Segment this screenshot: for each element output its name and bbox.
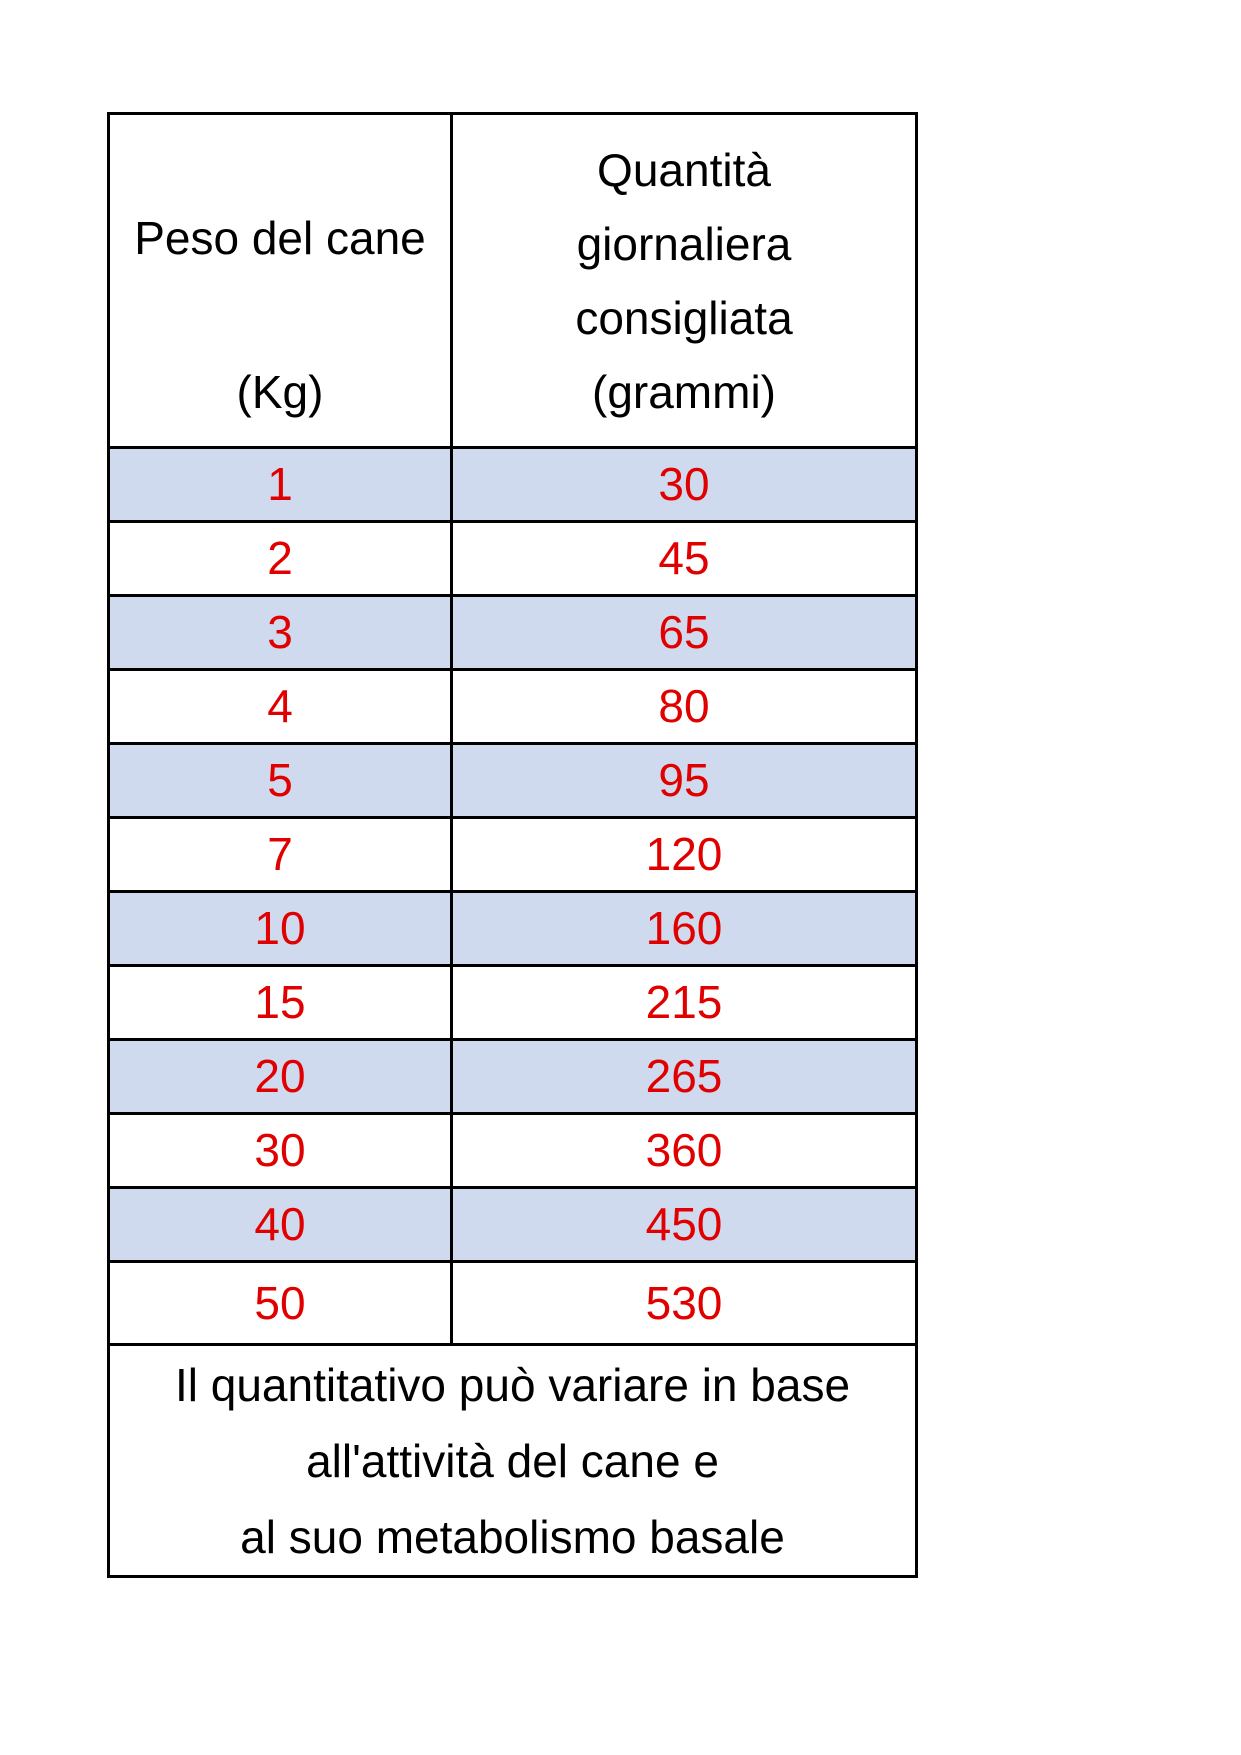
table-row (109, 1188, 917, 1262)
table-row (109, 448, 917, 522)
quantity-header-line: Quantità (597, 143, 771, 196)
weight-column-header (109, 114, 452, 448)
weight-cell: 10 (109, 892, 452, 966)
table-row (109, 596, 917, 670)
note-line: all'attività del cane e (306, 1434, 719, 1487)
weight-cell: 50 (109, 1262, 452, 1345)
quantity-column-header (452, 114, 917, 448)
weight-cell: 40 (109, 1188, 452, 1262)
table-row (109, 818, 917, 892)
table-row (109, 1040, 917, 1114)
table-row (109, 892, 917, 966)
quantity-header-line: consigliata (575, 291, 793, 344)
quantity-cell: 215 (452, 966, 917, 1040)
weight-cell: 1 (109, 448, 452, 522)
weight-cell: 7 (109, 818, 452, 892)
quantity-cell: 45 (452, 522, 917, 596)
note-line: Il quantitativo può variare in base (174, 1358, 851, 1411)
quantity-cell: 30 (452, 448, 917, 522)
table-row (109, 744, 917, 818)
table-row (109, 966, 917, 1040)
quantity-cell: 450 (452, 1188, 917, 1262)
weight-cell: 2 (109, 522, 452, 596)
table-row (109, 1262, 917, 1345)
feeding-table (107, 112, 918, 1578)
table-note-row (109, 1345, 917, 1577)
quantity-header-line: (grammi) (592, 365, 776, 418)
weight-header-label: Peso del cane (134, 212, 426, 264)
table-header-row (109, 114, 917, 448)
weight-cell: 5 (109, 744, 452, 818)
weight-cell: 20 (109, 1040, 452, 1114)
quantity-cell: 95 (452, 744, 917, 818)
quantity-cell: 360 (452, 1114, 917, 1188)
note-line: al suo metabolismo basale (240, 1510, 785, 1563)
quantity-cell: 65 (452, 596, 917, 670)
weight-header-unit: (Kg) (236, 366, 324, 418)
quantity-cell: 530 (452, 1262, 917, 1345)
weight-cell: 4 (109, 670, 452, 744)
weight-cell: 3 (109, 596, 452, 670)
quantity-cell: 120 (452, 818, 917, 892)
weight-cell: 30 (109, 1114, 452, 1188)
quantity-cell: 80 (452, 670, 917, 744)
table-row (109, 522, 917, 596)
table-row (109, 670, 917, 744)
quantity-header-line: giornaliera (576, 217, 792, 270)
weight-cell: 15 (109, 966, 452, 1040)
table-note (109, 1345, 917, 1577)
quantity-cell: 265 (452, 1040, 917, 1114)
quantity-cell: 160 (452, 892, 917, 966)
table-row (109, 1114, 917, 1188)
